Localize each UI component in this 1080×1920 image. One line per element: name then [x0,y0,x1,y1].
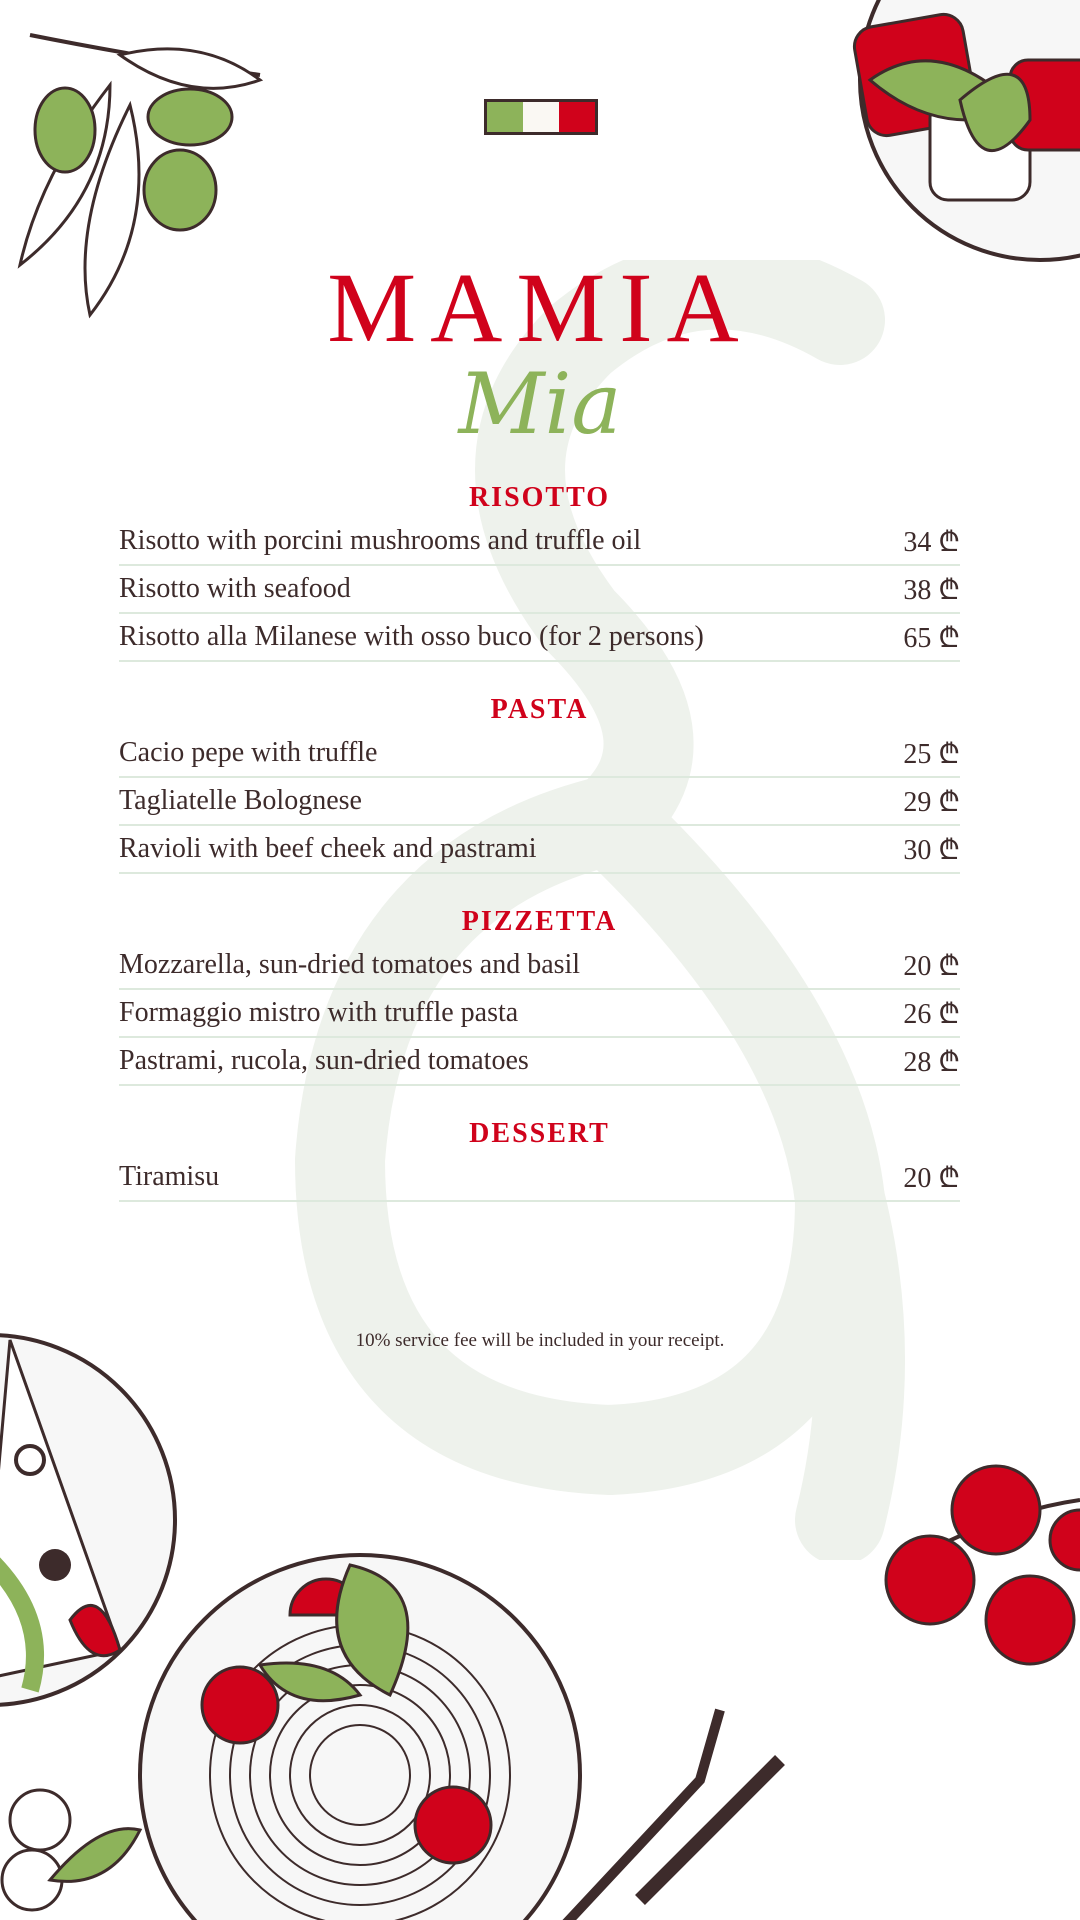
menu-item-name: Cacio pepe with truffle [119,737,378,768]
menu-item-price: 26 ₾ [903,999,960,1030]
menu-item-name: Formaggio mistro with truffle pasta [119,997,519,1028]
menu-item [119,1038,960,1086]
menu-item-name: Risotto with seafood [119,573,351,604]
flag-white-stripe [523,102,559,132]
menu-item [119,778,960,826]
menu-item [119,730,960,778]
menu-item [119,826,960,874]
menu-item-price: 34 ₾ [903,527,960,558]
service-fee-note: 10% service fee will be included in your receipt. [355,1330,725,1351]
flag-green-stripe [487,102,523,132]
menu-item-price: 28 ₾ [903,1047,960,1078]
menu-item-price: 38 ₾ [903,575,960,606]
cherry-tomatoes-illustration [880,1450,1080,1680]
menu-item-name: Tiramisu [119,1161,220,1192]
menu-item [119,1154,960,1202]
menu-item-name: Pastrami, rucola, sun-dried tomatoes [119,1045,529,1076]
section-title: PIZZETTA [461,906,618,937]
menu-item [119,614,960,662]
menu-item-price: 30 ₾ [903,835,960,866]
menu-item-price: 20 ₾ [903,951,960,982]
menu-section-risotto [119,478,960,662]
mozzarella-illustration [0,1780,150,1920]
menu-list [119,478,960,1230]
restaurant-subtitle: Mia [458,355,622,453]
menu-section-pizzetta [119,902,960,1086]
menu-item-name: Ravioli with beef cheek and pastrami [119,833,537,864]
menu-item-price: 29 ₾ [903,787,960,818]
fork-knife-illustration [520,1700,800,1920]
menu-section-pasta [119,690,960,874]
section-title: RISOTTO [468,482,611,513]
menu-item-price: 65 ₾ [903,623,960,654]
menu-item-name: Mozzarella, sun-dried tomatoes and basil [119,949,581,980]
italian-flag [484,99,598,135]
menu-item-name: Risotto with porcini mushrooms and truffle oil [119,525,642,556]
menu-section-dessert [119,1114,960,1202]
menu-item-name: Tagliatelle Bolognese [119,785,362,816]
menu-item-name: Risotto alla Milanese with osso buco (for 2 persons) [119,621,704,652]
flag-red-stripe [559,102,595,132]
section-title: PASTA [490,694,589,725]
section-title: DESSERT [469,1118,610,1149]
restaurant-title: MAMIA [327,252,753,363]
menu-item [119,566,960,614]
menu-item-price: 20 ₾ [903,1163,960,1194]
menu-item [119,942,960,990]
menu-item-price: 25 ₾ [903,739,960,770]
menu-item [119,518,960,566]
menu-item [119,990,960,1038]
